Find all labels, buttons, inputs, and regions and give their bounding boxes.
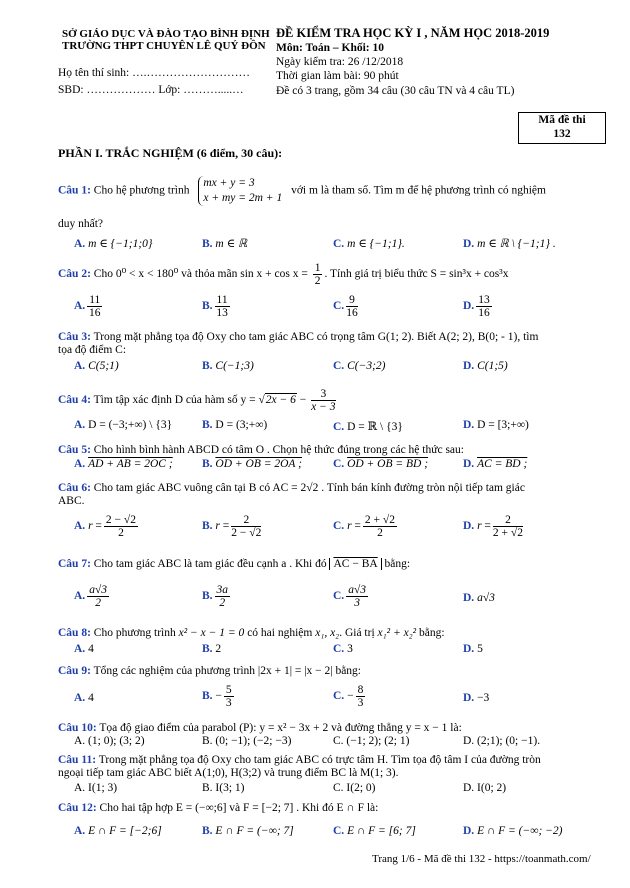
denominator: 13 xyxy=(216,307,228,319)
question-10 xyxy=(58,721,606,735)
q-label: Câu 3: xyxy=(58,331,91,343)
denominator: x − 3 xyxy=(311,401,336,413)
option-c[interactable] xyxy=(333,643,353,655)
q-text: Cho hệ phương trình xyxy=(93,184,190,197)
option-letter: B. xyxy=(202,419,213,431)
fraction xyxy=(346,294,358,319)
exam-title: ĐỀ KIỂM TRA HỌC KỲ I , NĂM HỌC 2018-2019 xyxy=(276,26,550,40)
sbd-field: SBD: ……………… Lớp: ……….....… xyxy=(58,84,244,96)
denominator: 2 xyxy=(377,527,383,539)
numerator: 3a xyxy=(216,584,229,596)
question-3 xyxy=(58,330,606,344)
numerator: 3 xyxy=(311,388,335,401)
numerator: 8 xyxy=(357,684,364,696)
option-text: OD + OB = BD ; xyxy=(347,458,429,470)
denominator: 2 + √2 xyxy=(492,527,523,539)
option-text: D = ℝ \ {3} xyxy=(347,421,403,433)
question-1 xyxy=(58,176,606,206)
numerator: 11 xyxy=(89,294,101,306)
part1-title: PHẦN I. TRẮC NGHIỆM (6 điểm, 30 câu): xyxy=(58,146,283,160)
exam-code-box xyxy=(518,112,606,144)
exam-duration: Thời gian làm bài: 90 phút xyxy=(276,70,399,82)
option-d[interactable]: D. r = $\frac{2}{2 + √2}$ xyxy=(463,514,523,539)
student-name-field: Họ tên thí sinh: ….……………………… xyxy=(58,67,250,79)
q-text: Cho 0⁰ < x < 180⁰ và thỏa mãn sin x + cos x = xyxy=(93,268,308,281)
option-text: C(−3;2) xyxy=(347,360,386,372)
q-text: bằng: xyxy=(335,665,362,677)
option-letter: B. xyxy=(202,690,213,703)
fraction xyxy=(363,514,397,539)
question-4 xyxy=(58,388,606,413)
question-12 xyxy=(58,801,606,815)
option-text: a√3 xyxy=(477,592,495,604)
q-text: bằng: xyxy=(419,627,445,639)
numerator: 2 xyxy=(493,514,523,527)
q-text: Tổng các nghiệm của phương trình xyxy=(93,665,256,677)
option-text: A. (1; 0); (3; 2) xyxy=(74,735,145,747)
option-a[interactable] xyxy=(74,419,172,431)
equation: |2x + 1| = |x − 2| xyxy=(257,665,333,677)
option-c[interactable] xyxy=(333,458,428,470)
exam-code-label: Mã đề thi xyxy=(538,114,586,126)
option-letter: A. xyxy=(74,825,86,837)
numerator: 2 − √2 xyxy=(105,514,136,526)
q-text: với m là tham số. Tìm m để hệ phương trình có nghiệm xyxy=(291,184,546,197)
option-text: m ∈ ℝ xyxy=(215,238,248,250)
option-text: D = [3;+∞) xyxy=(477,419,529,431)
exam-code-value: 132 xyxy=(553,128,571,140)
option-letter: A. xyxy=(74,643,86,655)
option-text: D. (2;1); (0; −1). xyxy=(463,735,541,747)
option-d[interactable] xyxy=(463,692,489,704)
option-letter: C. xyxy=(333,458,345,470)
option-letter: B. xyxy=(202,643,213,655)
option-text: C. (−1; 2); (2; 1) xyxy=(333,735,410,747)
option-d[interactable] xyxy=(463,419,529,431)
roots: x₁, x₂ xyxy=(315,627,340,639)
option-text: 4 xyxy=(88,692,94,704)
option-a[interactable] xyxy=(74,458,173,470)
option-letter: A. xyxy=(74,520,86,533)
option-b[interactable] xyxy=(202,825,294,837)
option-b[interactable] xyxy=(202,236,247,250)
option-a[interactable]: A. r = $\frac{2 - √2}{2}$ xyxy=(74,514,136,539)
q-label: Câu 7: xyxy=(58,558,91,570)
option-text: 2 xyxy=(215,643,222,655)
option-letter: D. xyxy=(463,643,475,655)
option-letter: C. xyxy=(333,643,345,655)
option-d[interactable] xyxy=(463,458,527,470)
denominator: 16 xyxy=(346,307,358,319)
option-d[interactable] xyxy=(463,735,540,747)
page-footer: Trang 1/6 - Mã đề thi 132 - https://toanmath.com/ xyxy=(372,853,591,865)
option-letter: A. xyxy=(74,692,86,704)
option-d[interactable] xyxy=(463,236,556,250)
option-text: 5 xyxy=(477,643,483,655)
option-text: 4 xyxy=(88,643,94,655)
option-letter: A. xyxy=(74,458,86,470)
option-c[interactable] xyxy=(333,236,405,250)
numerator: a√3 xyxy=(89,584,107,596)
q-text: . Tính giá trị biểu thức S = sin³x + cos³x xyxy=(324,268,509,281)
q-text: Cho tam giác ABC là tam giác đều cạnh a . Khi đó xyxy=(93,558,327,570)
option-text: m ∈ ℝ \ {−1;1} . xyxy=(477,238,556,250)
option-text: 3 xyxy=(347,643,353,655)
option-text: C(5;1) xyxy=(88,360,119,372)
question-11 xyxy=(58,753,606,767)
option-a[interactable] xyxy=(74,360,119,372)
option-letter: B. xyxy=(202,458,213,470)
option-text: AD + AB = 2OC ; xyxy=(88,458,173,470)
fraction xyxy=(313,262,323,287)
option-letter: D. xyxy=(463,419,475,431)
numerator: 11 xyxy=(216,294,228,306)
fraction xyxy=(231,514,261,539)
q-label: Câu 4: xyxy=(58,394,91,407)
option-text: E ∩ F = (−∞; 7] xyxy=(215,825,294,837)
q-text: Trong mặt phẳng tọa độ Oxy cho tam giác ABC có trực tâm H. Tìm tọa độ tâm I của đường tròn xyxy=(98,754,541,766)
question-9 xyxy=(58,664,606,678)
option-a[interactable] xyxy=(74,692,94,704)
option-text: A. I(1; 3) xyxy=(74,782,118,794)
option-letter: A. xyxy=(74,590,86,603)
q-text: Trong mặt phẳng tọa độ Oxy cho tam giác ABC có trọng tâm G(1; 2). Biết A(2; 2), B(0; - 1), tìm xyxy=(93,331,539,343)
option-a[interactable] xyxy=(74,735,145,747)
q-text-cont: ngoại tiếp tam giác ABC biết A(1;0), H(3;2) và trung điểm BC là M(1; 3). xyxy=(58,767,399,779)
equation: mx + y = 3 xyxy=(203,177,255,189)
fraction xyxy=(311,388,335,413)
option-c[interactable] xyxy=(333,782,375,794)
option-c[interactable]: C. r = $\frac{2 + √2}{2}$ xyxy=(333,514,395,539)
option-text: −3 xyxy=(477,692,490,704)
option-letter: C. xyxy=(333,421,345,433)
option-letter: D. xyxy=(463,520,475,533)
option-letter: C. xyxy=(333,690,345,703)
sqrt-expression: √2x − 6 xyxy=(258,394,296,407)
numerator: 5 xyxy=(225,684,232,696)
pages-info: Đề có 3 trang, gồm 34 câu (30 câu TN và 4 câu TL) xyxy=(276,85,515,97)
q-label: Câu 8: xyxy=(58,627,91,639)
option-letter: C. xyxy=(333,825,345,837)
option-text: E ∩ F = [6; 7] xyxy=(347,825,416,837)
option-letter: D. xyxy=(463,458,475,470)
numerator: 13 xyxy=(478,294,490,306)
option-text: E ∩ F = [−2;6] xyxy=(88,825,162,837)
option-letter: C. xyxy=(333,300,345,313)
option-text: D = (3;+∞) xyxy=(215,419,268,431)
operator: − xyxy=(296,394,310,407)
option-c[interactable] xyxy=(333,825,416,837)
option-letter: D. xyxy=(463,360,475,372)
q-text: Cho hai tập hợp E = (−∞;6] và F = [−2; 7] . Khi đó E ∩ F là: xyxy=(99,802,379,814)
denominator: 16 xyxy=(478,307,490,319)
option-letter: A. xyxy=(74,360,86,372)
denominator: 16 xyxy=(88,307,101,319)
option-b[interactable] xyxy=(202,782,244,794)
option-text: m ∈ {−1;1}. xyxy=(347,238,405,250)
denominator: 3 xyxy=(225,697,232,709)
equation: x² − x − 1 = 0 xyxy=(178,627,245,639)
denominator: 3 xyxy=(357,697,364,709)
option-letter: A. xyxy=(74,419,86,431)
option-b[interactable] xyxy=(202,643,221,655)
question-5 xyxy=(58,443,606,457)
option-letter: D. xyxy=(463,825,475,837)
fraction xyxy=(476,294,492,319)
subject: Môn: Toán – Khối: 10 xyxy=(276,42,384,54)
option-letter: A. xyxy=(74,300,86,313)
option-letter: A. xyxy=(74,238,86,250)
q-text: Tìm tập xác định D của hàm số y = xyxy=(93,394,256,407)
numerator: 1 xyxy=(314,262,321,274)
option-b[interactable] xyxy=(202,735,291,747)
q-text: . Giá trị xyxy=(339,627,375,639)
fraction xyxy=(87,584,109,609)
q-label: Câu 11: xyxy=(58,754,97,766)
q-text: có hai nghiệm xyxy=(247,627,313,639)
q-label: Câu 9: xyxy=(58,665,91,677)
fraction xyxy=(346,584,368,609)
option-letter: D. xyxy=(463,692,475,704)
option-letter: C. xyxy=(333,520,345,533)
denominator: 2 xyxy=(314,275,321,287)
option-b[interactable] xyxy=(202,294,232,319)
option-text: E ∩ F = (−∞; −2) xyxy=(477,825,563,837)
option-b[interactable] xyxy=(202,419,267,431)
school-name: TRƯỜNG THPT CHUYÊN LÊ QUÝ ĐÔN xyxy=(62,40,266,52)
option-b[interactable] xyxy=(202,458,302,470)
q-text: Tọa độ giao điểm của parabol (P): y = x² − 3x + 2 và đường thẳng y = x − 1 là: xyxy=(99,722,462,734)
option-d[interactable] xyxy=(463,360,508,372)
q-text-cont: duy nhất? xyxy=(58,218,104,230)
question-2 xyxy=(58,262,606,287)
vector-expression: AC − BA xyxy=(333,558,378,570)
option-c[interactable] xyxy=(333,735,409,747)
option-a[interactable] xyxy=(74,825,162,837)
option-c[interactable] xyxy=(333,360,385,372)
q-text: Cho phương trình xyxy=(93,627,176,639)
abs-expression xyxy=(329,558,381,570)
option-a[interactable] xyxy=(74,643,94,655)
fraction xyxy=(87,294,102,319)
fraction xyxy=(215,294,230,319)
option-d[interactable] xyxy=(463,643,483,655)
q-text: Cho hình bình hành ABCD có tâm O . Chọn hệ thức đúng trong các hệ thức sau: xyxy=(93,444,464,456)
option-letter: D. xyxy=(463,300,475,313)
option-letter: B. xyxy=(202,520,213,533)
radicand: 2x − 6 xyxy=(265,394,296,407)
option-b[interactable] xyxy=(202,584,232,609)
fraction xyxy=(224,684,234,709)
option-letter: D. xyxy=(463,592,475,604)
q-label: Câu 5: xyxy=(58,444,91,456)
q-label: Câu 6: xyxy=(58,482,91,494)
option-d[interactable] xyxy=(463,592,495,604)
option-d[interactable] xyxy=(463,825,563,837)
fraction xyxy=(215,584,231,609)
option-a[interactable] xyxy=(74,294,104,319)
option-b[interactable] xyxy=(202,360,254,372)
fraction xyxy=(356,684,366,709)
department-name: SỞ GIÁO DỤC VÀ ĐÀO TẠO BÌNH ĐỊNH xyxy=(62,28,270,40)
option-c[interactable] xyxy=(333,419,403,433)
option-b[interactable]: B. − $\frac{5}{3}$ xyxy=(202,684,232,709)
numerator: a√3 xyxy=(348,584,366,596)
denominator: 2 xyxy=(118,527,124,539)
option-text: C. I(2; 0) xyxy=(333,782,376,794)
option-a[interactable] xyxy=(74,236,153,250)
q-label: Câu 10: xyxy=(58,722,97,734)
q-label: Câu 12: xyxy=(58,802,97,814)
option-a[interactable] xyxy=(74,782,117,794)
option-c[interactable]: C. − $\frac{8}{3}$ xyxy=(333,684,364,709)
option-letter: C. xyxy=(333,590,345,603)
question-6 xyxy=(58,481,606,495)
fraction xyxy=(104,514,138,539)
option-letter: B. xyxy=(202,590,213,603)
option-text: D. I(0; 2) xyxy=(463,782,507,794)
option-b[interactable]: B. r = $\frac{2}{2 - √2}$ xyxy=(202,514,262,539)
q-label: Câu 2: xyxy=(58,268,91,281)
option-text: m ∈ {−1;1;0} xyxy=(88,238,153,250)
numerator: 2 xyxy=(231,514,261,527)
q-label: Câu 1: xyxy=(58,184,91,197)
option-letter: C. xyxy=(333,238,345,250)
denominator: 2 − √2 xyxy=(231,527,262,539)
denominator: 2 xyxy=(95,597,101,609)
numerator: 2 + √2 xyxy=(364,514,395,526)
option-letter: B. xyxy=(202,360,213,372)
option-letter: D. xyxy=(463,238,475,250)
option-letter: B. xyxy=(202,300,213,313)
option-text: C(1;5) xyxy=(477,360,508,372)
numerator: 9 xyxy=(346,294,358,307)
option-d[interactable] xyxy=(463,294,494,319)
q-text-cont: tọa độ điểm C: xyxy=(58,344,127,356)
q-text-cont: ABC. xyxy=(58,495,85,507)
question-7 xyxy=(58,557,606,571)
option-text: C(−1;3) xyxy=(215,360,254,372)
equation: x + my = 2m + 1 xyxy=(203,192,283,204)
denominator: 3 xyxy=(354,597,360,609)
q-text: Cho tam giác ABC vuông cân tại B có AC = 2√2 . Tính bán kính đường tròn nội tiếp tam giác xyxy=(93,482,525,494)
option-text: B. I(3; 1) xyxy=(202,782,245,794)
option-text: D = (−3;+∞) \ {3} xyxy=(88,419,173,431)
option-d[interactable] xyxy=(463,782,506,794)
fraction xyxy=(493,514,523,539)
option-text: B. (0; −1); (−2; −3) xyxy=(202,735,292,747)
option-c[interactable] xyxy=(333,584,370,609)
option-c[interactable] xyxy=(333,294,360,319)
option-letter: B. xyxy=(202,238,213,250)
option-letter: C. xyxy=(333,360,345,372)
option-a[interactable] xyxy=(74,584,111,609)
expression: x₁² + x₂² xyxy=(377,627,417,639)
denominator: 2 xyxy=(219,597,226,609)
option-text: OD + OB = 2OA ; xyxy=(215,458,302,470)
equation-system xyxy=(198,176,282,206)
option-text: AC = BD ; xyxy=(477,458,528,470)
q-text: bằng: xyxy=(384,558,411,570)
question-8 xyxy=(58,626,606,640)
exam-date: Ngày kiểm tra: 26 /12/2018 xyxy=(276,56,404,68)
option-letter: B. xyxy=(202,825,213,837)
